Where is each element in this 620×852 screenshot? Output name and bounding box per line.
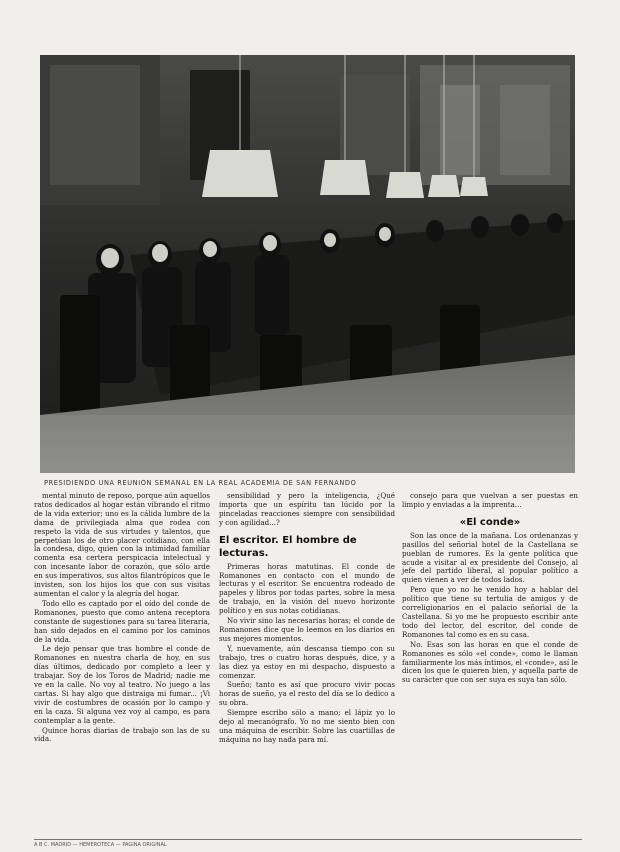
paragraph: No. Esas son las horas en que el conde de Romanones es sólo «el conde», como le llaman familiarmente los más íntimos, el «conde», así le dicen los que le quieren bien, y aquella parte de su carácter que con ser suya es suya tan sólo. [402, 639, 578, 685]
paragraph: Y, nuevamente, aún descansa tiempo con su trabajo, tres o cuatro horas después, dice, y a las diez ya estoy en mi despacho, dispuesto a comenzar. [219, 643, 395, 680]
section-heading-conde: «El conde» [459, 516, 521, 528]
paragraph: Primeras horas matutinas. El conde de Romanones en contacto con el mundo de lecturas y el escritor. Se encuentra rodeado de papeles y libros por todas partes, sobre la mesa de trabajo, en la visión del nuevo horizonte político y en sus notas cotidianas. [219, 561, 395, 616]
section-heading-writer: El escritor. El hombre de lecturas. [219, 534, 357, 559]
page-footer: A B C. MADRID — HEMEROTECA — PÁGINA ORIGINAL [34, 842, 167, 848]
paragraph: Son las once de la mañana. Los ordenanzas y pasillos del señorial hotel de la Castellana se pueblan de rumores. Es la gente política que acude a visitar al ex presidente del Consejo, al jefe del partido liberal, al popular político a quien vienen a ver de todos lados. [402, 530, 578, 585]
paragraph: No vivir sino las necesarias horas; el conde de Romanones dice que lo leemos en los diarios en sus mejores momentos. [219, 616, 395, 643]
paragraph: consejo para que vuelvan a ser puestas en limpio y enviadas a la imprenta... [402, 491, 578, 509]
paragraph: mental minuto de reposo, porque aún aquellos ratos dedicados al hogar están vibrando el ritmo de la vida exterior; uno es la cálida lumbre de la dama de privilegiada alma que rodea con respeto la vida de sus virtudes y talentos, que perpetúan los de otro placer cotidiano, con ella la condesa, digo, quien con la intimidad familiar comenta esa certera perspicacia intelectual y con incesante labor de corazón, que sólo arde en sus imperativos, sus altos filantrópicos que le invisten, son los hijos los que con sus visitas aumentan el calor y la alegría del hogar. [34, 491, 210, 598]
paragraph: Pero que yo no he venido hoy a hablar del político que tiene su tertulia de amigos y de correligionarios en el palacio señorial de la Castellana. Si yo me he propuesto escribir ante todo del lector, del escritor, del conde de Romanones tal como es en su casa. [402, 585, 578, 639]
paragraph: Siempre escribo sólo a mano; el lápiz yo lo dejo al mecanógrafo. Yo no me siento bien con una máquina de escribir. Sobre las cuartillas de máquina no hay nada para mí. [219, 708, 395, 744]
academy-meeting-photo [40, 55, 575, 473]
main-photo [40, 55, 575, 473]
column-1 [34, 492, 210, 745]
photo-caption: PRESIDIENDO UNA REUNIÓN SEMANAL EN LA REAL ACADEMIA DE SAN FERNANDO [44, 479, 357, 487]
paragraph: Quince horas diarias de trabajo son las de su vida. [34, 725, 210, 744]
paragraph: Le dejo pensar que tras hombre el conde de Romanones en nuestra charla de hoy, en sus días últimos, dedicado por completo a leer y trabajar. Soy de los Toros de Madrid; nadie me ve en la calle. No voy al teatro. No juego a las cartas. Si hay algo que distraiga mi fumar... ¡Vi vivir de costumbres de ocasión por lo campo y en la caza. Si alguna vez voy al campo, es para contemplar a la gente. [34, 644, 210, 725]
paragraph: sensibilidad y pero la inteligencia, ¿Qué importa que un espíritu tan lúcido por la pinceladas reacciones siempre con sensibilidad y con agilidad...? [219, 491, 395, 527]
paragraph: Todo ello es captado por el oído del conde de Romanones, puesto que como antena receptora constante de sugestiones para su tarea literaria, han sido dejados en el camino por los caminos de la vida. [34, 598, 210, 644]
column-3 [402, 492, 578, 686]
paragraph: Sueño; tanto es así que procuro vivir pocas horas de sueño, ya el resto del día se lo dedico a su obra. [219, 680, 395, 708]
column-2 [219, 492, 395, 746]
footer-rule [34, 839, 582, 840]
